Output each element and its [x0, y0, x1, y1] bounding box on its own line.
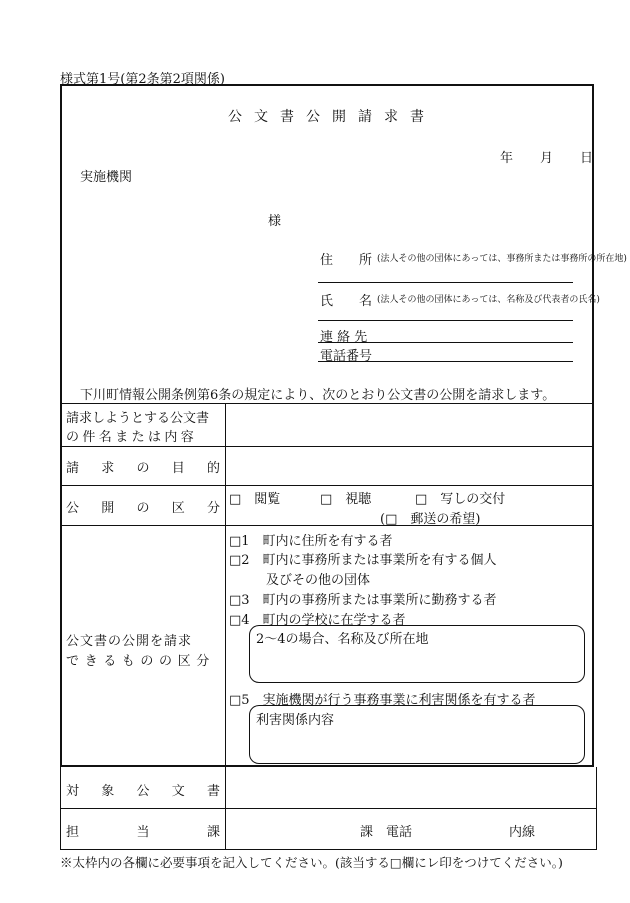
address-note: (法人その他の団体にあっては、事務所または事務所の所在地) — [377, 254, 627, 264]
name-line — [318, 320, 573, 321]
eligibility-item-2[interactable]: □2 町内に事務所または事業所を有する個人 — [229, 553, 497, 568]
eligibility-item-5[interactable]: □5 実施機関が行う事務事業に利害関係を有する者 — [229, 693, 536, 708]
subject-label-line2: の件名または内容 — [66, 430, 198, 445]
lower-right-border — [596, 767, 597, 850]
handler-section: 課 — [360, 825, 374, 840]
division-option-mail[interactable]: (□ 郵送の希望) — [380, 512, 481, 527]
item5-detail-label: 利害関係内容 — [256, 713, 335, 728]
date-month: 月 — [540, 151, 554, 166]
contact-line — [318, 342, 573, 343]
division-option-view[interactable]: □ 閲覧 — [229, 492, 281, 507]
division-option-copy[interactable]: □ 写しの交付 — [415, 492, 506, 507]
eligibility-item-4[interactable]: □4 町内の学校に在学する者 — [229, 613, 406, 628]
row-line — [60, 808, 596, 809]
honorific: 様 — [268, 214, 282, 229]
date-day: 日 — [580, 151, 594, 166]
name-note: (法人その他の団体にあっては、名称及び代表者の氏名) — [377, 295, 600, 305]
address-line — [318, 282, 573, 283]
row-line — [62, 525, 594, 526]
division-label: 公 開 の 区 分 — [66, 501, 220, 516]
purpose-label: 請 求 の 目 的 — [66, 461, 220, 476]
footnote: ※太枠内の各欄に必要事項を記入してください。(該当する□欄にレ印をつけてください。) — [60, 855, 563, 870]
item4-detail-label: 2〜4の場合、名称及び所在地 — [256, 632, 429, 647]
handler-label: 担 当 課 — [66, 825, 220, 840]
name-label: 氏 名 — [320, 294, 373, 309]
date-year: 年 — [500, 151, 514, 166]
row-line — [62, 446, 594, 447]
form-number: 様式第1号(第2条第2項関係) — [60, 72, 225, 87]
subject-label-line1: 請求しようとする公文書 — [66, 411, 210, 426]
intro-text: 下川町情報公開条例第6条の規定により、次のとおり公文書の公開を請求します。 — [80, 388, 556, 403]
eligibility-label-line1: 公文書の公開を請求 — [66, 634, 193, 649]
phone-line — [318, 361, 573, 362]
address-label: 住 所 — [320, 253, 373, 268]
eligibility-label-line2: できるものの区分 — [66, 654, 215, 669]
phone-label: 電話番号 — [320, 349, 373, 364]
table-top-line — [62, 403, 594, 404]
target-label: 対 象 公 文 書 — [66, 784, 220, 799]
row-line — [60, 849, 596, 850]
row-line — [62, 485, 594, 486]
agency-label: 実施機関 — [80, 170, 133, 185]
contact-label: 連 絡 先 — [320, 330, 368, 345]
column-divider — [225, 403, 226, 850]
handler-extension: 内線 — [509, 825, 536, 840]
form-title: 公文書公開請求書 — [228, 109, 436, 125]
eligibility-item-1[interactable]: □1 町内に住所を有する者 — [229, 534, 393, 549]
handler-phone: 電話 — [386, 825, 413, 840]
eligibility-item-3[interactable]: □3 町内の事務所または事業所に勤務する者 — [229, 593, 497, 608]
division-option-listen[interactable]: □ 視聴 — [320, 492, 372, 507]
eligibility-item-2-cont: 及びその他の団体 — [266, 573, 371, 588]
